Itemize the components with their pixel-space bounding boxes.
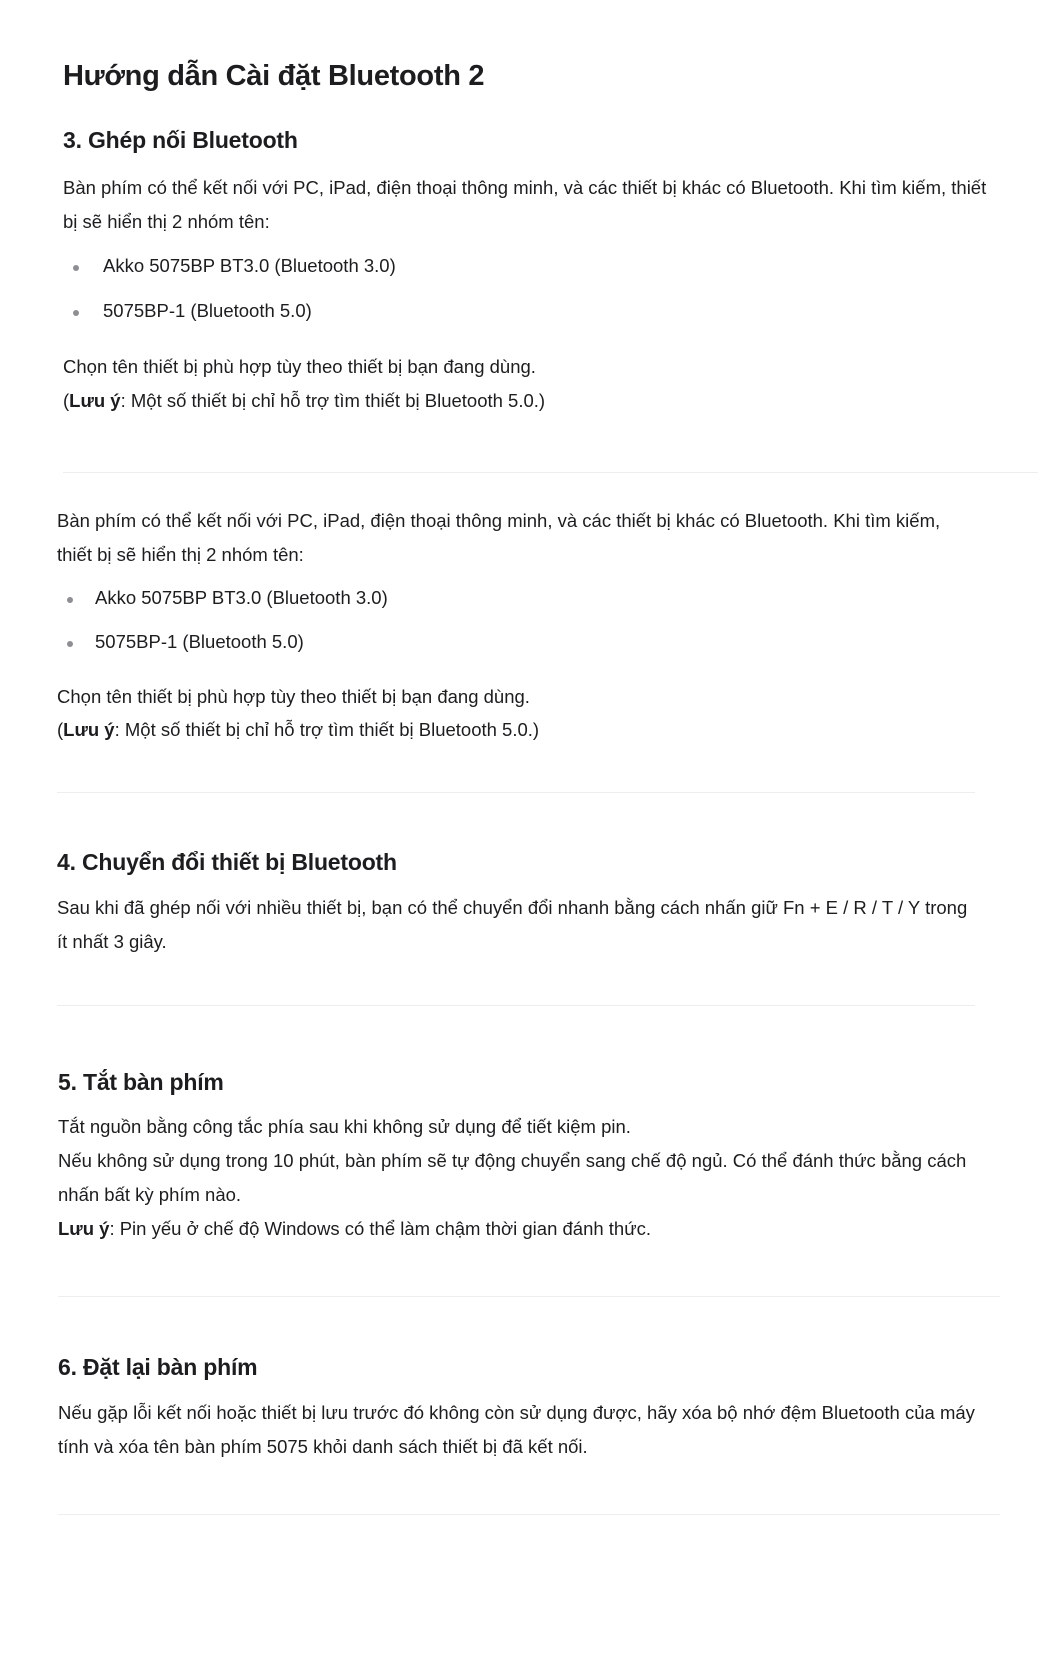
power-off-note [58, 1212, 1008, 1246]
list-item: 5075BP-1 (Bluetooth 5.0) [103, 300, 312, 321]
divider [57, 1005, 975, 1006]
device-name-list [63, 252, 663, 332]
pairing-intro: Bàn phím có thể kết nối với PC, iPad, điện thoại thông minh, và các thiết bị khác có Bluetooth. Khi tìm kiếm, thiết bị sẽ hiển thị 2 nhóm tên: [63, 177, 987, 232]
divider [58, 1514, 1000, 1515]
pairing-note [63, 384, 1003, 418]
note-paren: ( [63, 390, 70, 411]
power-off-line-2: Nếu không sử dụng trong 10 phút, bàn phím sẽ tự động chuyển sang chế độ ngủ. Có thể đánh thức bằng cách nhấn bất kỳ phím nào. [58, 1150, 967, 1205]
pairing-intro-repeat: Bàn phím có thể kết nối với PC, iPad, điện thoại thông minh, và các thiết bị khác có Bluetooth. Khi tìm kiếm, thiết bị sẽ hiển thị 2 nhóm tên: [57, 510, 941, 565]
note-label: Lưu ý [69, 390, 121, 411]
note-label: Lưu ý [58, 1218, 110, 1239]
bullet-icon [67, 641, 73, 647]
reset-body: Nếu gặp lỗi kết nối hoặc thiết bị lưu trước đó không còn sử dụng được, hãy xóa bộ nhớ đệm Bluetooth của máy tính và xóa tên bàn phím 5075 khỏi danh sách thiết bị đã kết nối. [58, 1402, 975, 1457]
note-paren: ( [57, 719, 64, 740]
list-item: Akko 5075BP BT3.0 (Bluetooth 3.0) [103, 255, 396, 276]
note-label: Lưu ý [63, 719, 115, 740]
page-title: Hướng dẫn Cài đặt Bluetooth 2 [63, 60, 485, 92]
pairing-choose-text: Chọn tên thiết bị phù hợp tùy theo thiết bị bạn đang dùng. [63, 356, 536, 377]
bullet-icon [67, 597, 73, 603]
divider [57, 792, 975, 793]
bullet-icon [73, 310, 79, 316]
section-heading-reset: 6. Đặt lại bàn phím [58, 1354, 258, 1380]
note-text: : Pin yếu ở chế độ Windows có thể làm chậm thời gian đánh thức. [109, 1218, 651, 1239]
divider [58, 1296, 1000, 1297]
section-heading-power-off: 5. Tắt bàn phím [58, 1069, 224, 1095]
section-heading-switch: 4. Chuyển đổi thiết bị Bluetooth [57, 849, 397, 875]
device-name-list-repeat [57, 584, 657, 664]
list-item: 5075BP-1 (Bluetooth 5.0) [95, 631, 304, 652]
switch-body: Sau khi đã ghép nối với nhiều thiết bị, bạn có thể chuyển đổi nhanh bằng cách nhấn giữ Fn + E / R / T / Y trong ít nhất 3 giây. [57, 897, 968, 952]
list-item: Akko 5075BP BT3.0 (Bluetooth 3.0) [95, 587, 388, 608]
pairing-choose-text-repeat: Chọn tên thiết bị phù hợp tùy theo thiết bị bạn đang dùng. [57, 686, 530, 707]
power-off-line-1: Tắt nguồn bằng công tắc phía sau khi không sử dụng để tiết kiệm pin. [58, 1116, 631, 1137]
section-heading-pairing: 3. Ghép nối Bluetooth [63, 127, 298, 153]
bullet-icon [73, 265, 79, 271]
note-text: : Một số thiết bị chỉ hỗ trợ tìm thiết bị Bluetooth 5.0.) [114, 719, 540, 740]
divider [63, 472, 1038, 473]
pairing-note-repeat [57, 713, 957, 747]
note-text: : Một số thiết bị chỉ hỗ trợ tìm thiết bị Bluetooth 5.0.) [120, 390, 546, 411]
